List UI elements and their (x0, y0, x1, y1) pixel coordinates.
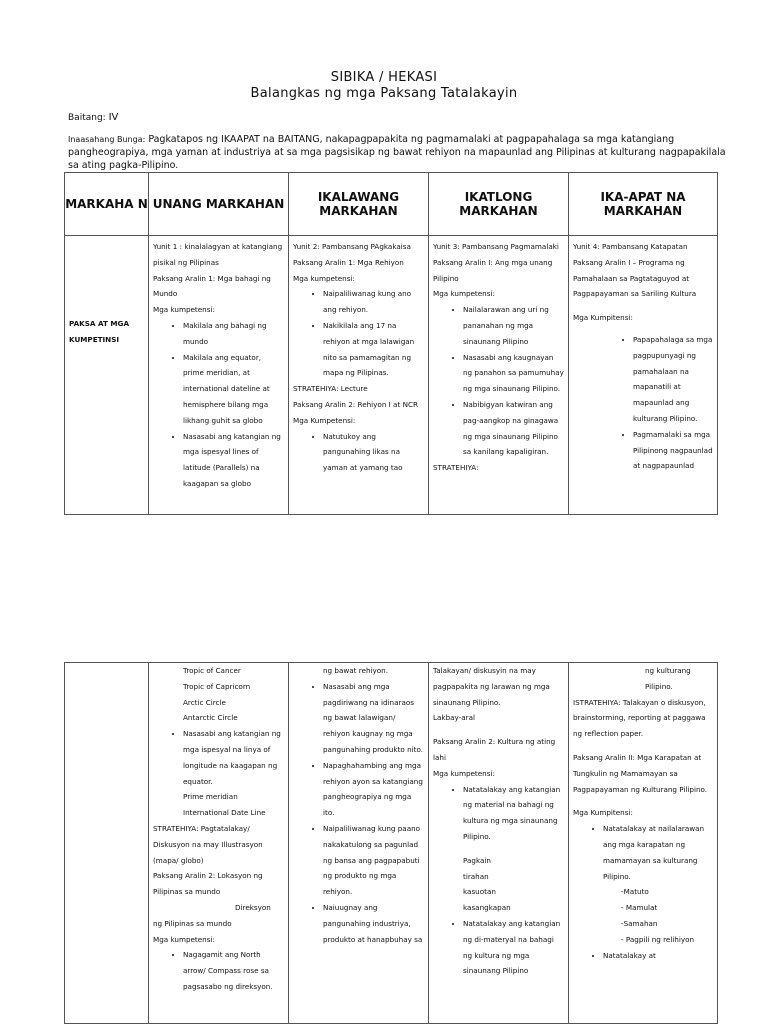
header-q3: IKATLONG MARKAHAN (429, 173, 569, 236)
q3-competency-label-2: Mga kumpetensi: (433, 768, 495, 778)
row-label-cell (65, 236, 149, 515)
list-item: Tropic of Cancer (183, 666, 241, 675)
document-subtitle: Balangkas ng mga Paksang Tatalakayin (250, 86, 518, 101)
document-title: SIBIKA / HEKASI (330, 70, 438, 85)
q4-lesson: Paksang Aralin I – Programa ng Pamahalaan sa Pagtataguyod at Pagpapayaman sa Sariling Kultura (573, 257, 697, 299)
grade-line (68, 112, 118, 123)
row-label-cell (65, 663, 149, 1024)
list-item: • Naipaliliwanag kung paano nakakatulong sa pagunlad ng bansa ang pagpapabuti ng produkto ng mga rehiyon. (323, 821, 424, 900)
curriculum-table-continued (64, 662, 718, 1024)
list-item: Prime meridian (183, 792, 238, 802)
q3-cell-cont (429, 663, 569, 1024)
goal-label: Inaasahang Bunga: (68, 135, 146, 144)
header-q4: IKA-APAT NA MARKAHAN (569, 173, 718, 236)
list-item: kasangkapan (463, 903, 511, 913)
list-item: • Nasasabi ang katangian ng mga ispesyal na linya of longitude na kaagapan ng equator. (183, 726, 284, 789)
q1-cell (149, 236, 289, 515)
q4-cell-cont (569, 663, 718, 1024)
list-item: International Date Line (183, 808, 266, 818)
list-item: • Naiuugnay ang pangunahing industriya, produkto at hanapbuhay sa (323, 900, 424, 947)
expected-outcome (68, 133, 728, 172)
list-item: - Pagpili ng relihiyon (621, 934, 695, 944)
header-row (65, 173, 718, 236)
direction-text: ng Pilipinas sa mundo (153, 918, 232, 928)
table-row (65, 663, 718, 1024)
list-item: • Napaghahambing ang mga rehiyon ayon sa katangiang pangheograpiya ng mga ito. (323, 758, 424, 821)
list-item: • Naipaliliwanag kung ano ang rehiyon. (323, 286, 424, 318)
list-item: ng kulturang Pilipino. (645, 666, 691, 691)
list-item: • Natatalakay at nailalarawan ang mga karapatan ng mamamayan sa kulturang Pilipino. (603, 821, 713, 884)
list-item: • Nasasabi ang mga pagdiriwang na idinaraos ng bawat lalawigan/ rehiyon kaugnay ng mga pangunahing produkto nito. (323, 679, 424, 758)
q4-strategy: ISTRATEHIYA: Talakayan o diskusyon, brainstorming, reporting at paggawa ng reflection paper. (573, 697, 706, 739)
q3-strategy: STRATEHIYA: (433, 463, 479, 473)
q2-lesson: Paksang Aralin 1: Mga Rehiyon (293, 257, 404, 267)
q1-competency-label: Mga kumpetensi: (153, 305, 215, 315)
q3-cell (429, 236, 569, 515)
list-item: • Nakikilala ang 17 na rehiyon at mga lalawigan nito sa pamamagitan ng mapa ng Pilipinas. (323, 318, 424, 381)
q2-strategy: STRATEHIYA: Lecture (293, 384, 368, 394)
list-item: • Natatalakay at (603, 948, 713, 964)
q2-cell-cont (289, 663, 429, 1024)
q2-competency-label: Mga kumpetensi: (293, 273, 355, 283)
q4-competency-label: Mga Kumpitensi: (573, 313, 633, 323)
grade-label: Baitang: (68, 113, 106, 123)
q3-competency-label: Mga kumpetensi: (433, 289, 495, 299)
list-item: • Natutukoy ang pangunahing likas na yaman at yamang tao (323, 429, 424, 476)
q3-field-trip: Lakbay-aral (433, 713, 476, 723)
list-item: • Natatalakay ang katangian ng di-materyal na bahagi ng kultura ng mga sinaunang Pilipino (463, 916, 564, 979)
q4-unit: Yunit 4: Pambansang Katapatan (573, 242, 688, 251)
list-item: Tropic of Capricorn (183, 681, 251, 691)
q4-cell (569, 236, 718, 515)
q2-cell (289, 236, 429, 515)
list-item: • Nailalarawan ang uri ng pananahan ng mga sinaunang Pilipino (463, 302, 564, 349)
q1-unit: Yunit 1 : kinalalagyan at katangiang pisikal ng Pilipinas (153, 242, 283, 267)
q1-cell-cont (149, 663, 289, 1024)
curriculum-table (64, 172, 718, 515)
q1-competency-label-2: Mga kumpetensi: (153, 934, 215, 944)
list-item: kasuotan (463, 887, 496, 897)
q2-unit: Yunit 2: Pambansang PAgkakaisa (293, 242, 411, 251)
row-label: PAKSA AT MGA KUMPETINSI (69, 319, 130, 344)
q3-strategy-text: Talakayan/ diskusyin na may pagpapakita ng larawan ng mga sinaunang Pilipino. (433, 666, 550, 707)
q3-lesson-2: Paksang Aralin 2: Kultura ng ating lahi (433, 737, 556, 762)
list-item: • Papapahalaga sa mga pagpupunyagi ng pamahalaan na mapanatili at mapaunlad ang kulturang Pilipino. (633, 332, 713, 427)
q2-lesson-2: Paksang Aralin 2: Rehiyon I at NCR (293, 399, 418, 409)
list-item: tirahan (463, 871, 489, 881)
table-row (65, 236, 718, 515)
list-item: Pagkain (463, 855, 491, 865)
header-markahan: MARKAHA N (65, 173, 149, 236)
list-item: -Samahan (621, 918, 658, 928)
list-item: • Nagagamit ang North arrow/ Compass rose sa pagsasabo ng direksyon. (183, 947, 284, 994)
q1-strategy: STRATEHIYA: Pagtatalakay/ Diskusyon na may Illustrasyon (mapa/ globo) (153, 823, 263, 865)
q4-lesson-2: Paksang Aralin II: Mga Karapatan at Tungkulin ng Mamamayan sa Pagpapayaman ng Kulturang Pilipino. (573, 752, 708, 794)
list-item: - Mamulat (621, 903, 658, 913)
list-item: -Matuto (621, 887, 649, 897)
q3-lesson: Paksang Aralin I: Ang mga unang Pilipino (433, 257, 553, 283)
goal-text: Pagkatapos ng IKAAPAT na BAITANG, nakapagpapakita ng pagmamalaki at pagpapahalaga sa mga katangiang pangheograpiya, mga yaman at industriya at sa mga pagsisikap ng bawat rehiyon na mapaunlad ang Pilipinas at kulturang nagpapakilala sa ating pagka-Pilipino. (68, 134, 726, 171)
list-item: • Nabibigyan katwiran ang pag-aangkop na ginagawa ng mga sinaunang Pilipino sa kanilang kapaligiran. (463, 397, 564, 460)
header-q2: IKALAWANG MARKAHAN (289, 173, 429, 236)
q4-competency-label-2: Mga Kumpitensi: (573, 808, 633, 818)
q1-lesson-2: Paksang Aralin 2: Lokasyon ng Pilipinas sa mundo (153, 871, 263, 897)
list-item: • Pagmamalaki sa mga Pilipinong nagpaunlad at nagpapaunlad (633, 427, 713, 474)
list-item: • Makilala ang bahagi ng mundo (183, 318, 284, 350)
q1-lesson: Paksang Aralin 1: Mga bahagi ng Mundo (153, 273, 271, 299)
list-item: ng bawat rehiyon. (323, 666, 389, 675)
list-item: Arctic Circle (183, 697, 226, 707)
header-q1: UNANG MARKAHAN (149, 173, 289, 236)
direction-label: Direksyon (235, 902, 271, 912)
list-item: • Natatalakay ang katangian ng material na bahagi ng kultura ng mga sinaunang Pilipino. (463, 782, 564, 845)
list-item: Antarctic Circle (183, 713, 238, 723)
list-item: • Makilala ang equator, prime meridian, at international dateline at hemisphere bilang mga likhang guhit sa globo (183, 350, 284, 429)
grade-value: IV (108, 112, 119, 123)
q2-competency-label-2: Mga Kumpetensi: (293, 415, 356, 425)
q3-unit: Yunit 3: Pambansang Pagmamalaki (433, 242, 559, 251)
list-item: • Nasasabi ang katangian ng mga ispesyal lines of latitude (Parallels) na kaagapan sa globo (183, 429, 284, 492)
list-item: • Nasasabi ang kaugnayan ng panahon sa pamumuhay ng mga sinaunang Pilipino. (463, 350, 564, 397)
